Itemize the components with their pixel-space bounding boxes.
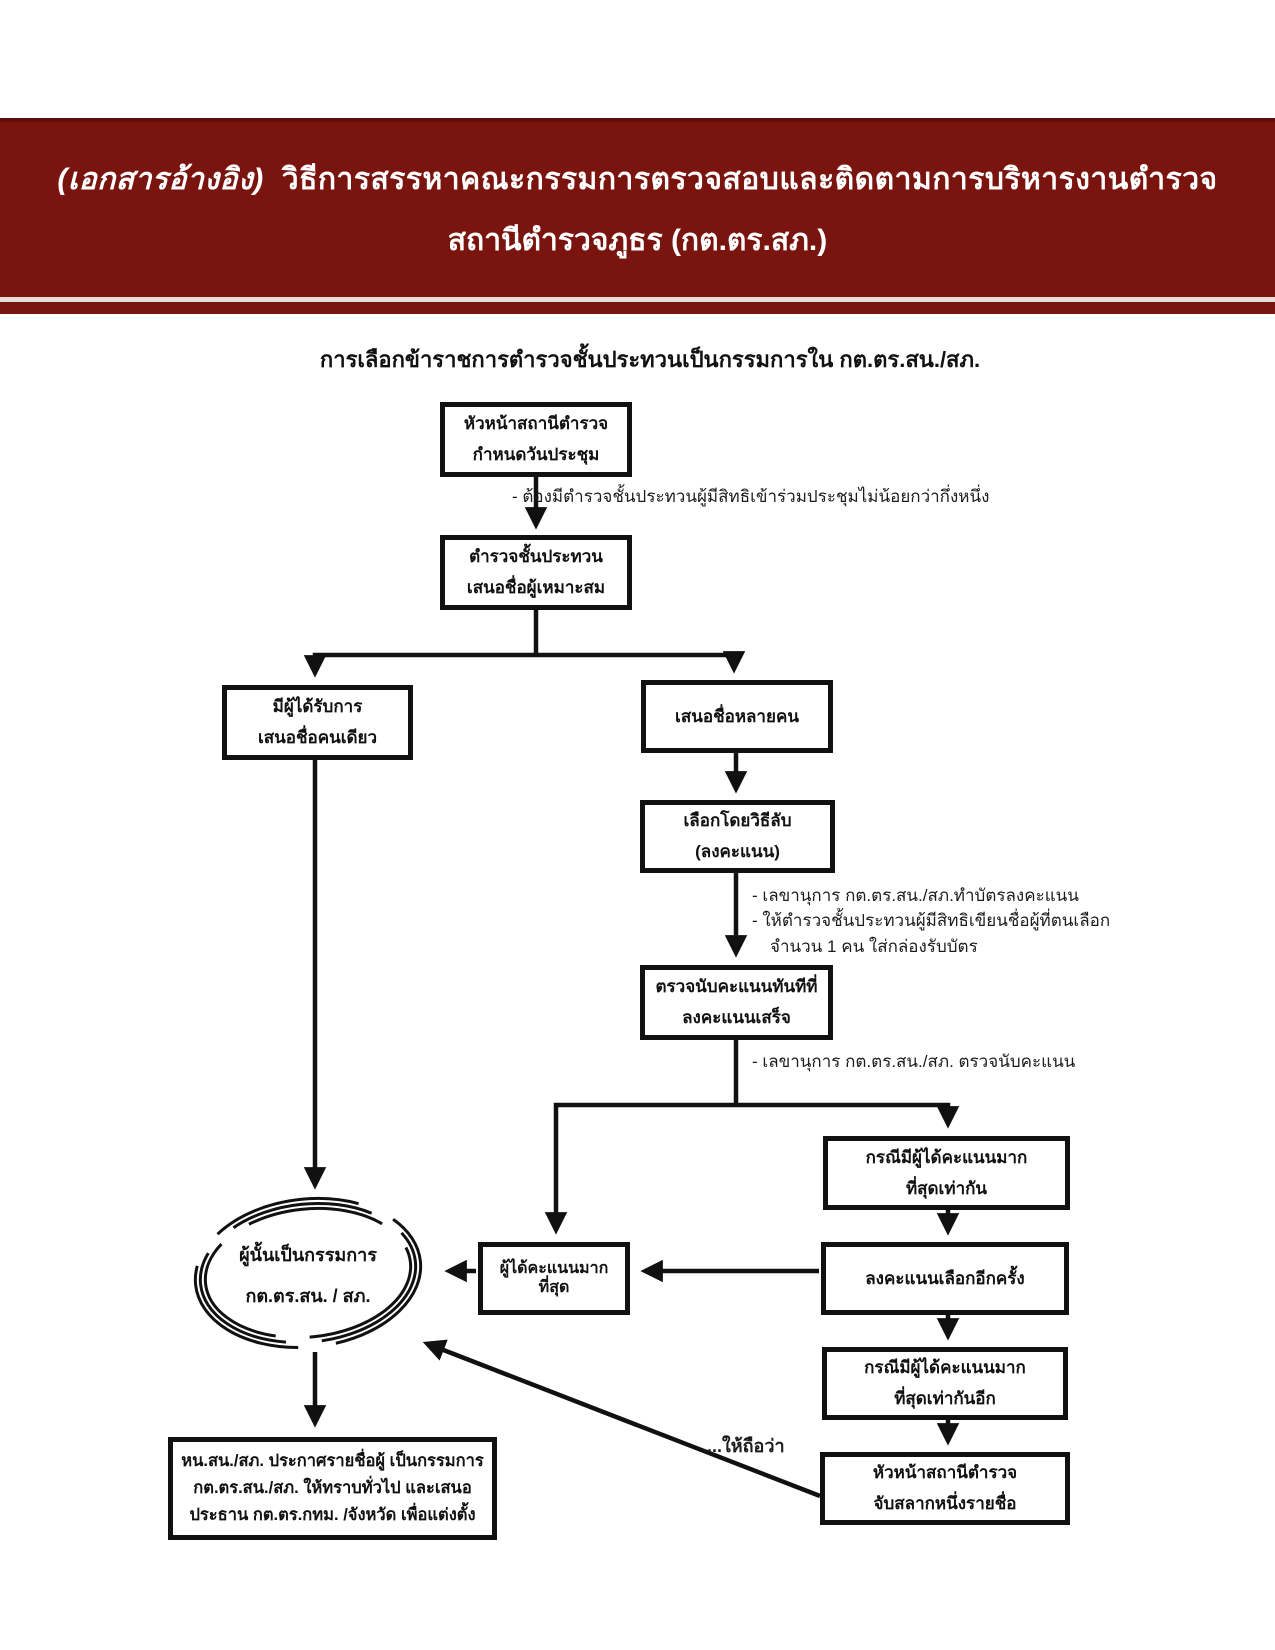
flowchart-title: การเลือกข้าราชการตำรวจชั้นประทวนเป็นกรรมการใน กต.ตร.สน./สภ.: [319, 347, 981, 372]
node-text: เลือกโดยวิธีลับ: [683, 811, 792, 831]
banner-title-line1: [57, 156, 1217, 203]
note-ballot-card: - เลขานุการ กต.ตร.สน./สภ.ทำบัตรลงคะแนน: [752, 886, 1079, 905]
node-text: กรณีมีผู้ได้คะแนนมาก: [865, 1147, 1028, 1167]
banner-reference-label: (เอกสารอ้างอิง): [57, 162, 264, 196]
node-count-votes: [640, 965, 833, 1040]
note-count-votes: - เลขานุการ กต.ตร.สน./สภ. ตรวจนับคะแนน: [752, 1052, 1076, 1071]
node-text: เสนอชื่อคนเดียว: [257, 728, 378, 747]
node-set-meeting-date: [440, 402, 632, 477]
node-text: ลงคะแนนเสร็จ: [682, 1008, 791, 1027]
node-text: กรณีมีผู้ได้คะแนนมาก: [864, 1358, 1026, 1378]
node-propose-names: [440, 535, 632, 610]
node-text: ผู้ได้คะแนนมากที่สุด: [499, 1260, 609, 1296]
node-tie-again: [822, 1347, 1068, 1420]
banner-title-line2: สถานีตำรวจภูธร (กต.ตร.สภ.): [447, 223, 828, 257]
node-text: เสนอชื่อผู้เหมาะสม: [466, 578, 606, 597]
node-text: กำหนดวันประชุม: [472, 445, 600, 464]
node-text: มีผู้ได้รับการ: [272, 697, 363, 717]
label-considered-as: ....ให้ถือว่า: [702, 1436, 785, 1456]
node-text: จับสลากหนึ่งรายชื่อ: [873, 1494, 1017, 1513]
node-text: หัวหน้าสถานีตำรวจ: [463, 414, 609, 434]
ellipse-text: ผู้นั้นเป็นกรรมการ: [239, 1245, 377, 1265]
committee-ellipse-label: [203, 1235, 413, 1315]
node-tie-case: [823, 1136, 1070, 1210]
node-text: ตรวจนับคะแนนทันทีที่: [655, 977, 818, 997]
node-text: ที่สุดเท่ากันอีก: [894, 1389, 996, 1408]
banner-bottom-rule: [0, 302, 1275, 314]
node-text: ตำรวจชั้นประทวน: [469, 547, 603, 567]
node-text: กต.ตร.สน./สภ. ให้ทราบทั่วไป และเสนอ: [193, 1479, 472, 1498]
header-banner: [0, 118, 1275, 297]
banner-title-text: วิธีการสรรหาคณะกรรมการตรวจสอบและติดตามการบริหารงานตำรวจ: [281, 162, 1218, 196]
node-single-nominee: [222, 685, 413, 760]
node-highest-score: [478, 1242, 630, 1315]
note-write-name: - ให้ตำรวจชั้นประทวนผู้มีสิทธิเขียนชื่อผู้ที่ตนเลือก: [752, 911, 1111, 930]
node-revote: [821, 1242, 1069, 1315]
node-multiple-nominees: [641, 680, 833, 753]
note-one-person: จำนวน 1 คน ใส่กล่องรับบัตร: [770, 937, 978, 956]
node-draw-lots: [820, 1452, 1070, 1525]
node-text: เสนอชื่อหลายคน: [675, 706, 799, 726]
node-secret-vote: [640, 800, 835, 873]
node-text: หน.สน./สภ. ประกาศรายชื่อผู้ เป็นกรรมการ: [181, 1452, 484, 1471]
note-quorum: - ต้องมีตำรวจชั้นประทวนผู้มีสิทธิเข้าร่วมประชุมไม่น้อยกว่ากึ่งหนึ่ง: [512, 487, 990, 506]
ellipse-text: กต.ตร.สน. / สภ.: [245, 1286, 371, 1306]
node-text: ที่สุดเท่ากัน: [905, 1178, 988, 1198]
node-text: (ลงคะแนน): [695, 842, 780, 861]
node-text: ลงคะแนนเลือกอีกครั้ง: [865, 1268, 1025, 1288]
node-text: หัวหน้าสถานีตำรวจ: [872, 1463, 1018, 1483]
node-announce-result: [168, 1437, 497, 1540]
node-text: ประธาน กต.ตร.กทม. /จังหวัด เพื่อแต่งตั้ง: [189, 1505, 476, 1524]
